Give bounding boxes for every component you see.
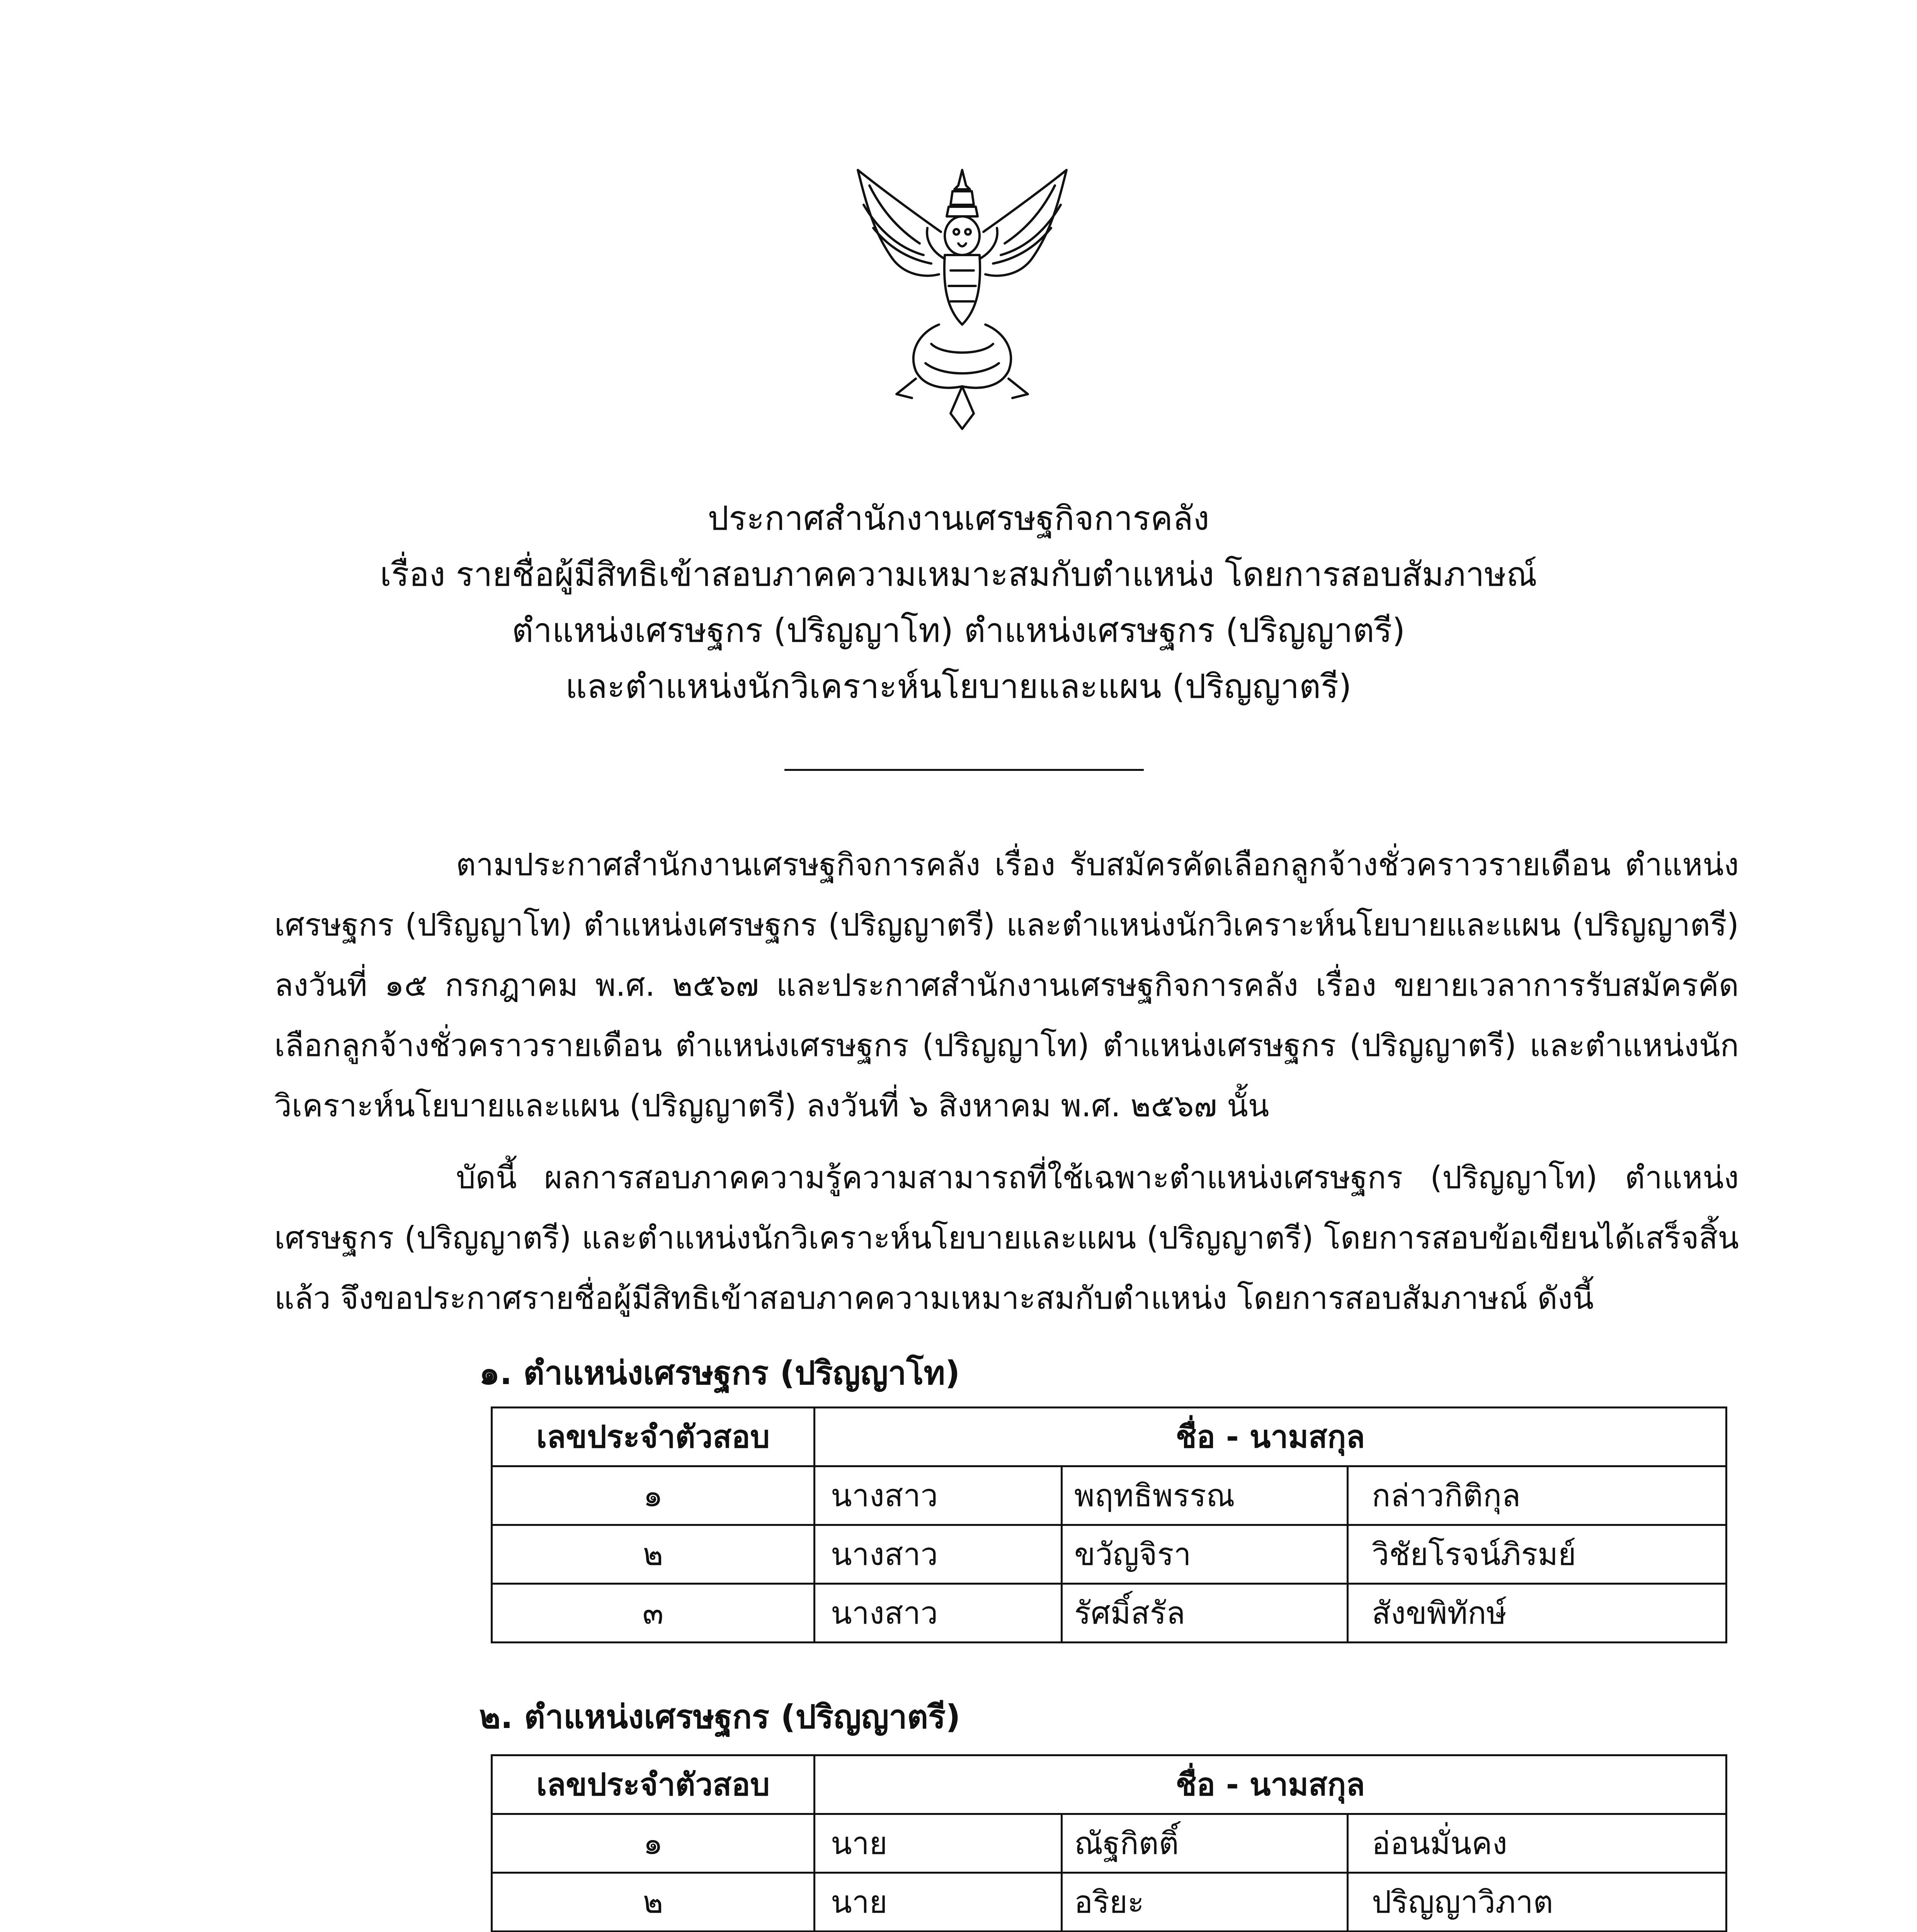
last-name: กล่าวกิติกุล (1372, 1478, 1521, 1514)
candidate-id: ๒ (492, 1873, 815, 1932)
candidate-name-cell (815, 1466, 1726, 1525)
column-header-name: ชื่อ - นามสกุล (815, 1408, 1726, 1466)
candidate-name (815, 1526, 1725, 1583)
candidate-name-cell (815, 1525, 1726, 1584)
table-row (492, 1814, 1726, 1873)
paragraph-text: บัดนี้ ผลการสอบภาคความรู้ความสามารถที่ใช้เฉพาะตำแหน่งเศรษฐกร (ปริญญาโท) ตำแหน่งเศรษฐกร (ปริญญาตรี) และตำแหน่งนักวิเคราะห์นโยบายและแผน (ปริญญาตรี) โดยการสอบข้อเขียนได้เสร็จสิ้นแล้ว จึงขอประกาศรายชื่อผู้มีสิทธิเข้าสอบภาคความเหมาะสมกับตำแหน่ง โดยการสอบสัมภาษณ์ ดังนี้ (274, 1160, 1739, 1316)
table-row (492, 1466, 1726, 1525)
section-title-1: ๑. ตำแหน่งเศรษฐกร (ปริญญาโท) (479, 1354, 960, 1392)
table-row (492, 1525, 1726, 1584)
garuda-emblem (842, 162, 1082, 433)
name-title: นางสาว (815, 1526, 1063, 1583)
table-header-row (492, 1755, 1726, 1814)
last-name: อ่อนมั่นคง (1372, 1825, 1507, 1861)
candidate-name-cell (815, 1814, 1726, 1873)
paragraph-text: ตามประกาศสำนักงานเศรษฐกิจการคลัง เรื่อง รับสมัครคัดเลือกลูกจ้างชั่วคราวรายเดือน ตำแหน่งเศรษฐกร (ปริญญาโท) ตำแหน่งเศรษฐกร (ปริญญาตรี) และตำแหน่งนักวิเคราะห์นโยบายและแผน (ปริญญาตรี) ลงวันที่ ๑๕ กรกฎาคม พ.ศ. ๒๕๖๗ และประกาศสำนักงานเศรษฐกิจการคลัง เรื่อง ขยายเวลาการรับสมัครคัดเลือกลูกจ้างชั่วคราวรายเดือน ตำแหน่งเศรษฐกร (ปริญญาโท) ตำแหน่งเศรษฐกร (ปริญญาตรี) และตำแหน่งนักวิเคราะห์นโยบายและแผน (ปริญญาตรี) ลงวันที่ ๖ สิงหาคม พ.ศ. ๒๕๖๗ นั้น (274, 847, 1739, 1124)
first-name: ขวัญจิรา (1063, 1526, 1349, 1583)
body-paragraph-1 (274, 835, 1739, 1136)
first-name: อริยะ (1063, 1874, 1349, 1930)
candidate-name (815, 1585, 1725, 1641)
last-name: ปริญญาวิภาต (1372, 1884, 1553, 1920)
announcement-positions: ตำแหน่งเศรษฐกร (ปริญญาโท) ตำแหน่งเศรษฐกร (ปริญญาตรี) (512, 611, 1405, 650)
first-name: พฤทธิพรรณ (1063, 1467, 1349, 1524)
last-name: วิชัยโรจน์ภิรมย์ (1372, 1536, 1576, 1572)
first-name: ณัฐกิตติ์ (1063, 1815, 1349, 1872)
body-paragraph-2 (274, 1148, 1739, 1328)
candidate-name (815, 1874, 1725, 1930)
table-body (492, 1814, 1726, 1932)
column-header-id: เลขประจำตัวสอบ (492, 1408, 815, 1466)
column-header-id: เลขประจำตัวสอบ (492, 1755, 815, 1814)
name-title: นาย (815, 1874, 1063, 1930)
last-name: สังขพิทักษ์ (1372, 1595, 1507, 1631)
table-row (492, 1584, 1726, 1643)
candidate-name-cell (815, 1584, 1726, 1643)
first-name: รัศมิ์สรัล (1063, 1585, 1349, 1641)
table-body (492, 1466, 1726, 1643)
table-row (492, 1873, 1726, 1932)
candidate-id: ๒ (492, 1525, 815, 1584)
name-title: นางสาว (815, 1467, 1063, 1524)
announcement-title: ประกาศสำนักงานเศรษฐกิจการคลัง (708, 499, 1209, 538)
name-title: นางสาว (815, 1585, 1063, 1641)
section-title-2: ๒. ตำแหน่งเศรษฐกร (ปริญญาตรี) (479, 1698, 961, 1736)
name-title: นาย (815, 1815, 1063, 1872)
candidate-id: ๑ (492, 1466, 815, 1525)
candidate-id: ๑ (492, 1814, 815, 1873)
candidate-name (815, 1815, 1725, 1872)
table-header-row (492, 1408, 1726, 1466)
candidate-id: ๓ (492, 1584, 815, 1643)
candidate-table-1 (491, 1406, 1727, 1643)
candidate-table-2 (491, 1754, 1727, 1932)
announcement-header (0, 491, 1917, 715)
announcement-subject: เรื่อง รายชื่อผู้มีสิทธิเข้าสอบภาคความเหมาะสมกับตำแหน่ง โดยการสอบสัมภาษณ์ (380, 555, 1537, 594)
column-header-name: ชื่อ - นามสกุล (815, 1755, 1726, 1814)
header-divider (784, 769, 1144, 771)
candidate-name-cell (815, 1873, 1726, 1932)
candidate-name (815, 1467, 1725, 1524)
announcement-positions-cont: และตำแหน่งนักวิเคราะห์นโยบายและแผน (ปริญญาตรี) (565, 667, 1352, 706)
